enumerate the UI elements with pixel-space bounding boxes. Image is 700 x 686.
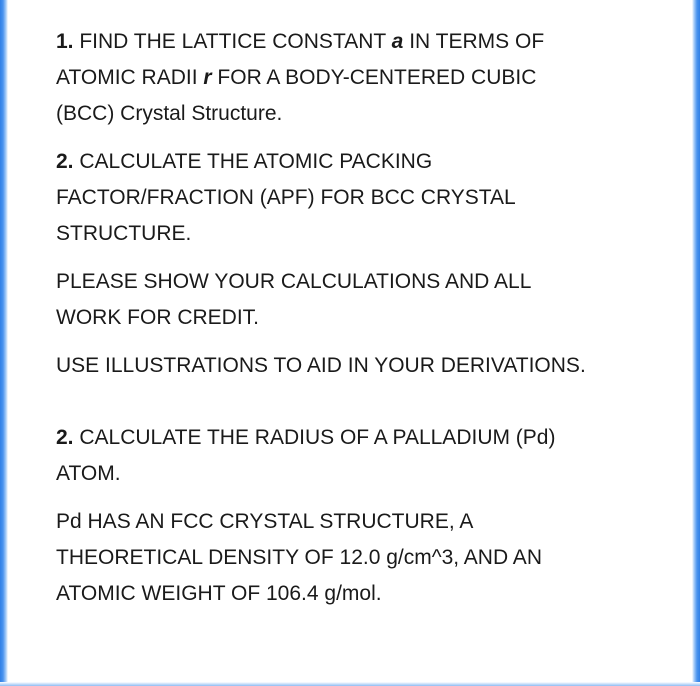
question-1-text-a: FIND THE LATTICE CONSTANT	[79, 30, 392, 53]
instructions-line-1: PLEASE SHOW YOUR CALCULATIONS AND ALL	[56, 270, 532, 293]
question-1-text-c: ATOMIC RADII	[56, 66, 204, 89]
question-1	[56, 24, 656, 132]
document-body	[56, 24, 656, 612]
question-2	[56, 144, 656, 252]
question-2-text: CALCULATE THE ATOMIC PACKING	[79, 150, 433, 173]
question-3	[56, 420, 656, 492]
question-1-text-d: FOR A BODY-CENTERED CUBIC	[211, 66, 537, 89]
question-3-number: 2.	[56, 426, 74, 449]
question-2-line-3: STRUCTURE.	[56, 222, 192, 245]
spacer	[56, 384, 656, 420]
given-line-3: ATOMIC WEIGHT OF 106.4 g/mol.	[56, 582, 382, 605]
question-2-number: 2.	[56, 150, 74, 173]
right-edge-highlight	[692, 0, 700, 686]
question-3-line-1	[56, 420, 656, 456]
spacer	[56, 336, 656, 348]
left-edge-highlight	[0, 0, 8, 686]
question-1-line-1	[56, 24, 656, 60]
given-line-2: THEORETICAL DENSITY OF 12.0 g/cm^3, AND AN	[56, 546, 542, 569]
question-3-text: CALCULATE THE RADIUS OF A PALLADIUM (Pd)	[79, 426, 556, 449]
bottom-edge-highlight	[0, 682, 700, 686]
question-1-number: 1.	[56, 30, 74, 53]
instructions-line-2: WORK FOR CREDIT.	[56, 306, 259, 329]
question-2-line-2: FACTOR/FRACTION (APF) FOR BCC CRYSTAL	[56, 186, 516, 209]
spacer	[56, 132, 656, 144]
spacer	[56, 252, 656, 264]
question-1-line-2	[56, 60, 656, 96]
question-2-line-1	[56, 144, 656, 180]
spacer	[56, 492, 656, 504]
given-data	[56, 504, 656, 612]
question-3-line-2: ATOM.	[56, 462, 121, 485]
given-line-1: Pd HAS AN FCC CRYSTAL STRUCTURE, A	[56, 510, 474, 533]
question-1-text-b: IN TERMS OF	[403, 30, 545, 53]
question-1-line-3: (BCC) Crystal Structure.	[56, 102, 283, 125]
instructions	[56, 264, 656, 384]
variable-a: a	[391, 30, 404, 53]
variable-r: r	[203, 66, 212, 89]
instructions-line-3: USE ILLUSTRATIONS TO AID IN YOUR DERIVATIONS.	[56, 354, 586, 377]
